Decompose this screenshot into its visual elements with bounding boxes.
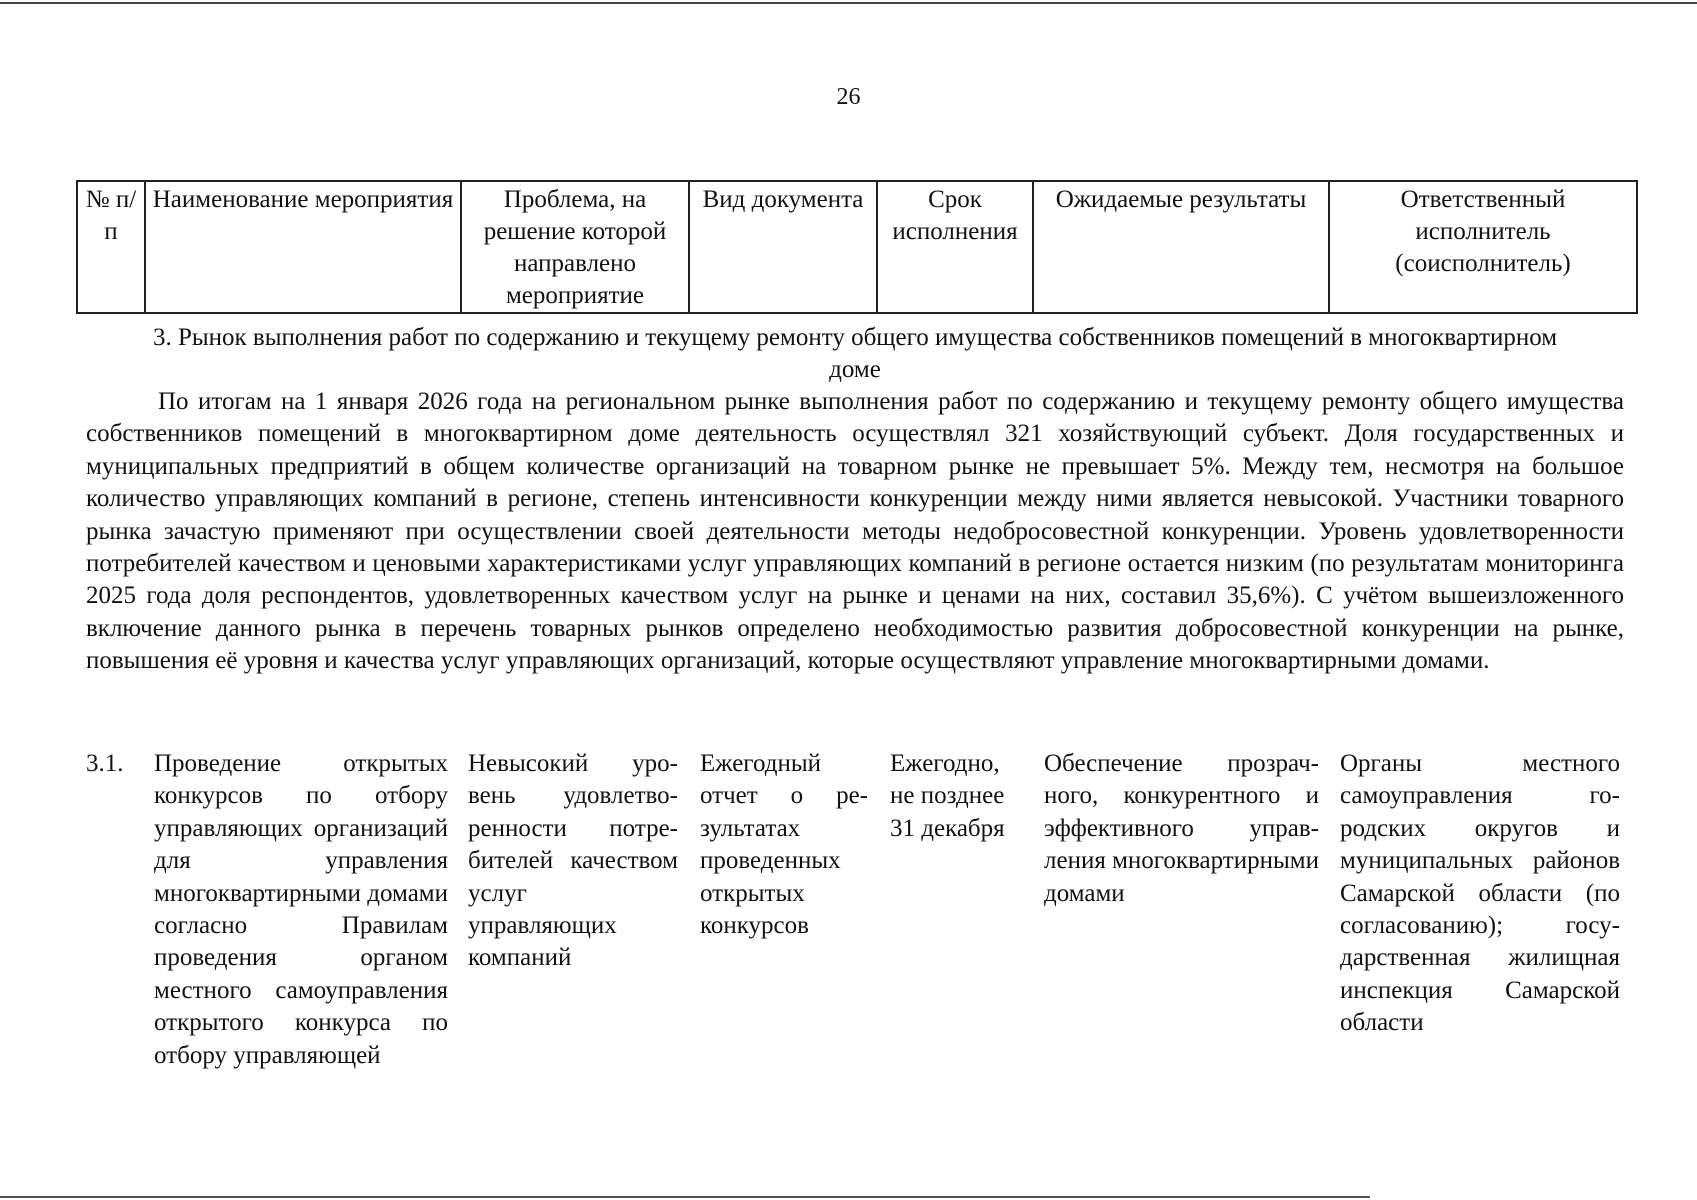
header-col-document: Вид документа <box>689 181 877 313</box>
top-border-line <box>0 2 1697 4</box>
row-problem: Невысокий уровень удовлетворенности потребителей качеством услуг управляющих компаний <box>468 750 678 972</box>
bottom-border-line <box>0 1196 1370 1198</box>
row-expected-results: Обеспечение прозрачного, конкурентного и эффективного управления многоквартирными домами <box>1044 750 1319 907</box>
header-col-results: Ожидаемые результаты <box>1033 181 1329 313</box>
section-paragraph: По итогам на 1 января 2026 года на региональном рынке выполнения работ по содержанию и текущему ремонту общего имущества собственников помещений в многоквартирном доме деятельность осуществлял 321 хозяйствующий субъект. Доля государственных и муниципальных предприятий в общем количестве организаций на товарном рынке не превышает 5%. Между тем, несмотря на большое количество управляющих компаний в регионе, степень интенсивности конкуренции между ними является невысокой. Участники товарного рынка зачастую применяют при осуществлении своей деятельности методы недобросовестной конкуренции. Уровень удовлетворенности потребителей качеством и ценовыми характеристиками услуг управляющих компаний в регионе остается низким (по результатам мониторинга 2025 года доля респондентов, удовлетворенных качеством услуг на рынке и ценами на них, составил 35,6%). С учётом вышеизложенного включение данного рынка в перечень товарных рынков определено необходимостью развития добросовестной конкуренции на рынке, повышения её уровня и качества услуг управляющих организаций, которые осуществляют управление многоквартирными домами. <box>86 388 1624 675</box>
section-title: 3. Рынок выполнения работ по содержанию и текущему ремонту общего имущества собственников помещений в многоквартирном доме <box>152 324 1558 383</box>
table-header <box>76 180 1638 314</box>
row-document-type: Ежегодный отчет о результатах проведенных открытых конкурсов <box>700 750 868 940</box>
row-deadline: Ежегодно, не позднее 31 декабря <box>890 750 1005 842</box>
header-col-number: № п/п <box>77 181 145 313</box>
page-number: 26 <box>836 84 861 110</box>
row-number: 3.1. <box>86 750 124 777</box>
header-col-problem: Проблема, на решение которой направлено мероприятие <box>461 181 689 313</box>
header-col-term: Срок исполнения <box>877 181 1033 313</box>
row-activity-name: Проведение открытых конкурсов по отбору управляющих организаций для управления многоквартирными домами согласно Правилам проведения органом местного самоуправления открытого конкурса по отбору управляющей <box>154 750 448 1069</box>
table-header-row <box>77 181 1637 313</box>
header-col-name: Наименование мероприятия <box>145 181 461 313</box>
row-responsible: Органы местного самоуправления городских округов и муниципальных районов Самарской области (по согласованию); государственная жилищная инспекция Самарской области <box>1340 750 1620 1037</box>
header-col-responsible: Ответственный исполнитель (соисполнитель) <box>1329 181 1637 313</box>
